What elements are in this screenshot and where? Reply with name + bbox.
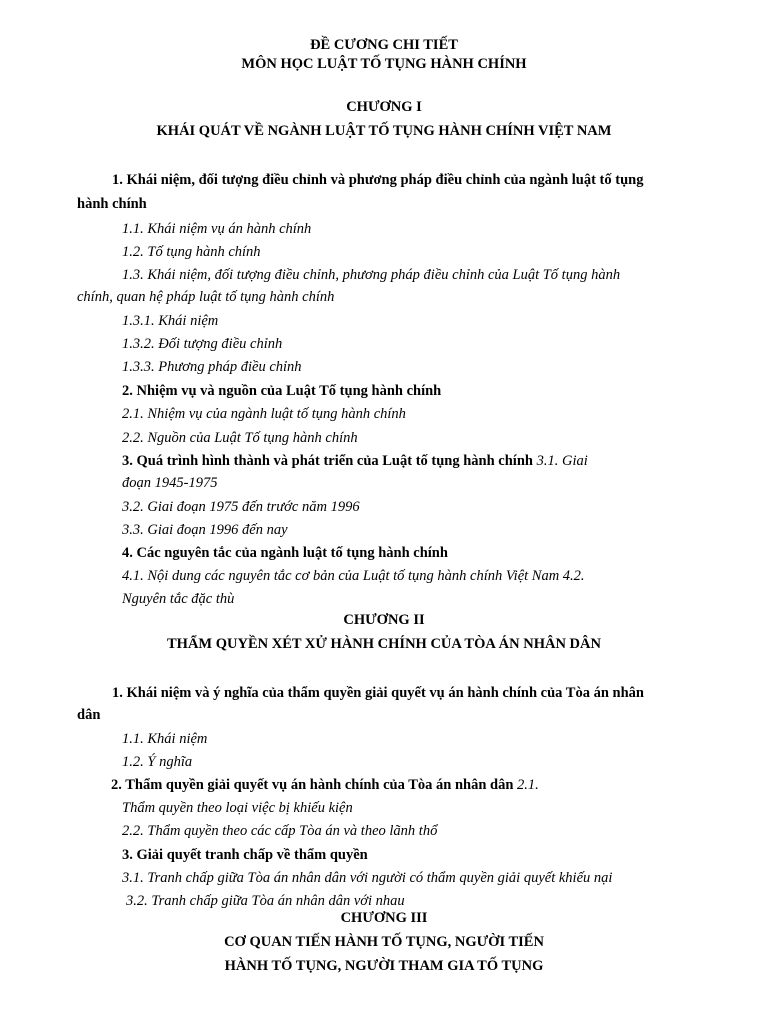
ch1-item-1-3-line1: 1.3. Khái niệm, đối tượng điều chỉnh, phương pháp điều chỉnh của Luật Tố tụng hành — [122, 267, 621, 283]
chapter3-heading: CHƯƠNG III — [340, 910, 428, 926]
chapter3-title-line1: CƠ QUAN TIẾN HÀNH TỐ TỤNG, NGƯỜI TIẾN — [224, 934, 544, 950]
ch1-item-4-line2: Nguyên tắc đặc thù — [122, 591, 235, 607]
chapter1-title: KHÁI QUÁT VỀ NGÀNH LUẬT TỐ TỤNG HÀNH CHÍNH VIỆT NAM — [156, 123, 612, 139]
ch1-section3 — [122, 452, 588, 470]
ch2-section3: 3. Giải quyết tranh chấp về thẩm quyền — [122, 847, 368, 863]
ch2-section1-line2: dân — [77, 707, 101, 723]
ch1-item-1-3-3: 1.3.3. Phương pháp điều chỉnh — [122, 359, 302, 375]
ch1-item-1-3-2: 1.3.2. Đối tượng điều chỉnh — [122, 336, 283, 352]
document-title: ĐỀ CƯƠNG CHI TIẾT — [310, 37, 458, 53]
document-subtitle: MÔN HỌC LUẬT TỐ TỤNG HÀNH CHÍNH — [241, 56, 527, 72]
ch1-item-1-1: 1.1. Khái niệm vụ án hành chính — [122, 221, 312, 237]
ch2-item-3-2: 3.2. Tranh chấp giữa Tòa án nhân dân với nhau — [126, 893, 405, 909]
ch2-item-3-1: 3.1. Tranh chấp giữa Tòa án nhân dân với người có thẩm quyền giải quyết khiếu nại — [122, 870, 613, 886]
ch1-item-1-3-1: 1.3.1. Khái niệm — [122, 313, 219, 329]
ch2-section2-heading: 2. Thẩm quyền giải quyết vụ án hành chính của Tòa án nhân dân — [111, 777, 514, 793]
ch1-item-2-1: 2.1. Nhiệm vụ của ngành luật tố tụng hành chính — [122, 406, 406, 422]
ch1-item-4-line1: 4.1. Nội dung các nguyên tắc cơ bản của Luật tố tụng hành chính Việt Nam 4.2. — [122, 568, 585, 584]
chapter1-heading: CHƯƠNG I — [346, 99, 422, 115]
ch1-item-3-2: 3.2. Giai đoạn 1975 đến trước năm 1996 — [122, 499, 360, 515]
ch1-section1-line1: 1. Khái niệm, đối tượng điều chỉnh và phương pháp điều chỉnh của ngành luật tố tụng — [112, 172, 644, 188]
ch1-item-3-3: 3.3. Giai đoạn 1996 đến nay — [122, 522, 288, 538]
chapter2-title: THẨM QUYỀN XÉT XỬ HÀNH CHÍNH CỦA TÒA ÁN NHÂN DÂN — [167, 636, 601, 652]
ch1-item-1-3-line2: chính, quan hệ pháp luật tố tụng hành chính — [77, 289, 335, 305]
ch2-item-2-2: 2.2. Thẩm quyền theo các cấp Tòa án và theo lãnh thổ — [122, 823, 438, 839]
ch2-section1-line1: 1. Khái niệm và ý nghĩa của thẩm quyền giải quyết vụ án hành chính của Tòa án nhân — [112, 685, 644, 701]
ch1-item-2-2: 2.2. Nguồn của Luật Tố tụng hành chính — [122, 430, 358, 446]
ch2-item-2-1-cont: Thẩm quyền theo loại việc bị khiếu kiện — [122, 800, 353, 816]
ch2-item-1-2: 1.2. Ý nghĩa — [122, 754, 193, 770]
ch2-section2 — [111, 776, 539, 794]
ch1-section1-line2: hành chính — [77, 196, 147, 212]
ch1-item-3-1-start: 3.1. Giai — [536, 453, 588, 469]
ch1-item-3-1-cont: đoạn 1945-1975 — [122, 475, 218, 491]
ch1-section3-heading: 3. Quá trình hình thành và phát triển của Luật tố tụng hành chính — [122, 453, 533, 469]
chapter2-heading: CHƯƠNG II — [343, 612, 425, 628]
ch2-item-1-1: 1.1. Khái niệm — [122, 731, 208, 747]
ch1-section4: 4. Các nguyên tắc của ngành luật tố tụng hành chính — [122, 545, 448, 561]
chapter3-title-line2: HÀNH TỐ TỤNG, NGƯỜI THAM GIA TỐ TỤNG — [224, 958, 544, 974]
ch2-item-2-1-start: 2.1. — [517, 777, 539, 793]
ch1-section2: 2. Nhiệm vụ và nguồn của Luật Tố tụng hành chính — [122, 383, 442, 399]
ch1-item-1-2: 1.2. Tố tụng hành chính — [122, 244, 261, 260]
